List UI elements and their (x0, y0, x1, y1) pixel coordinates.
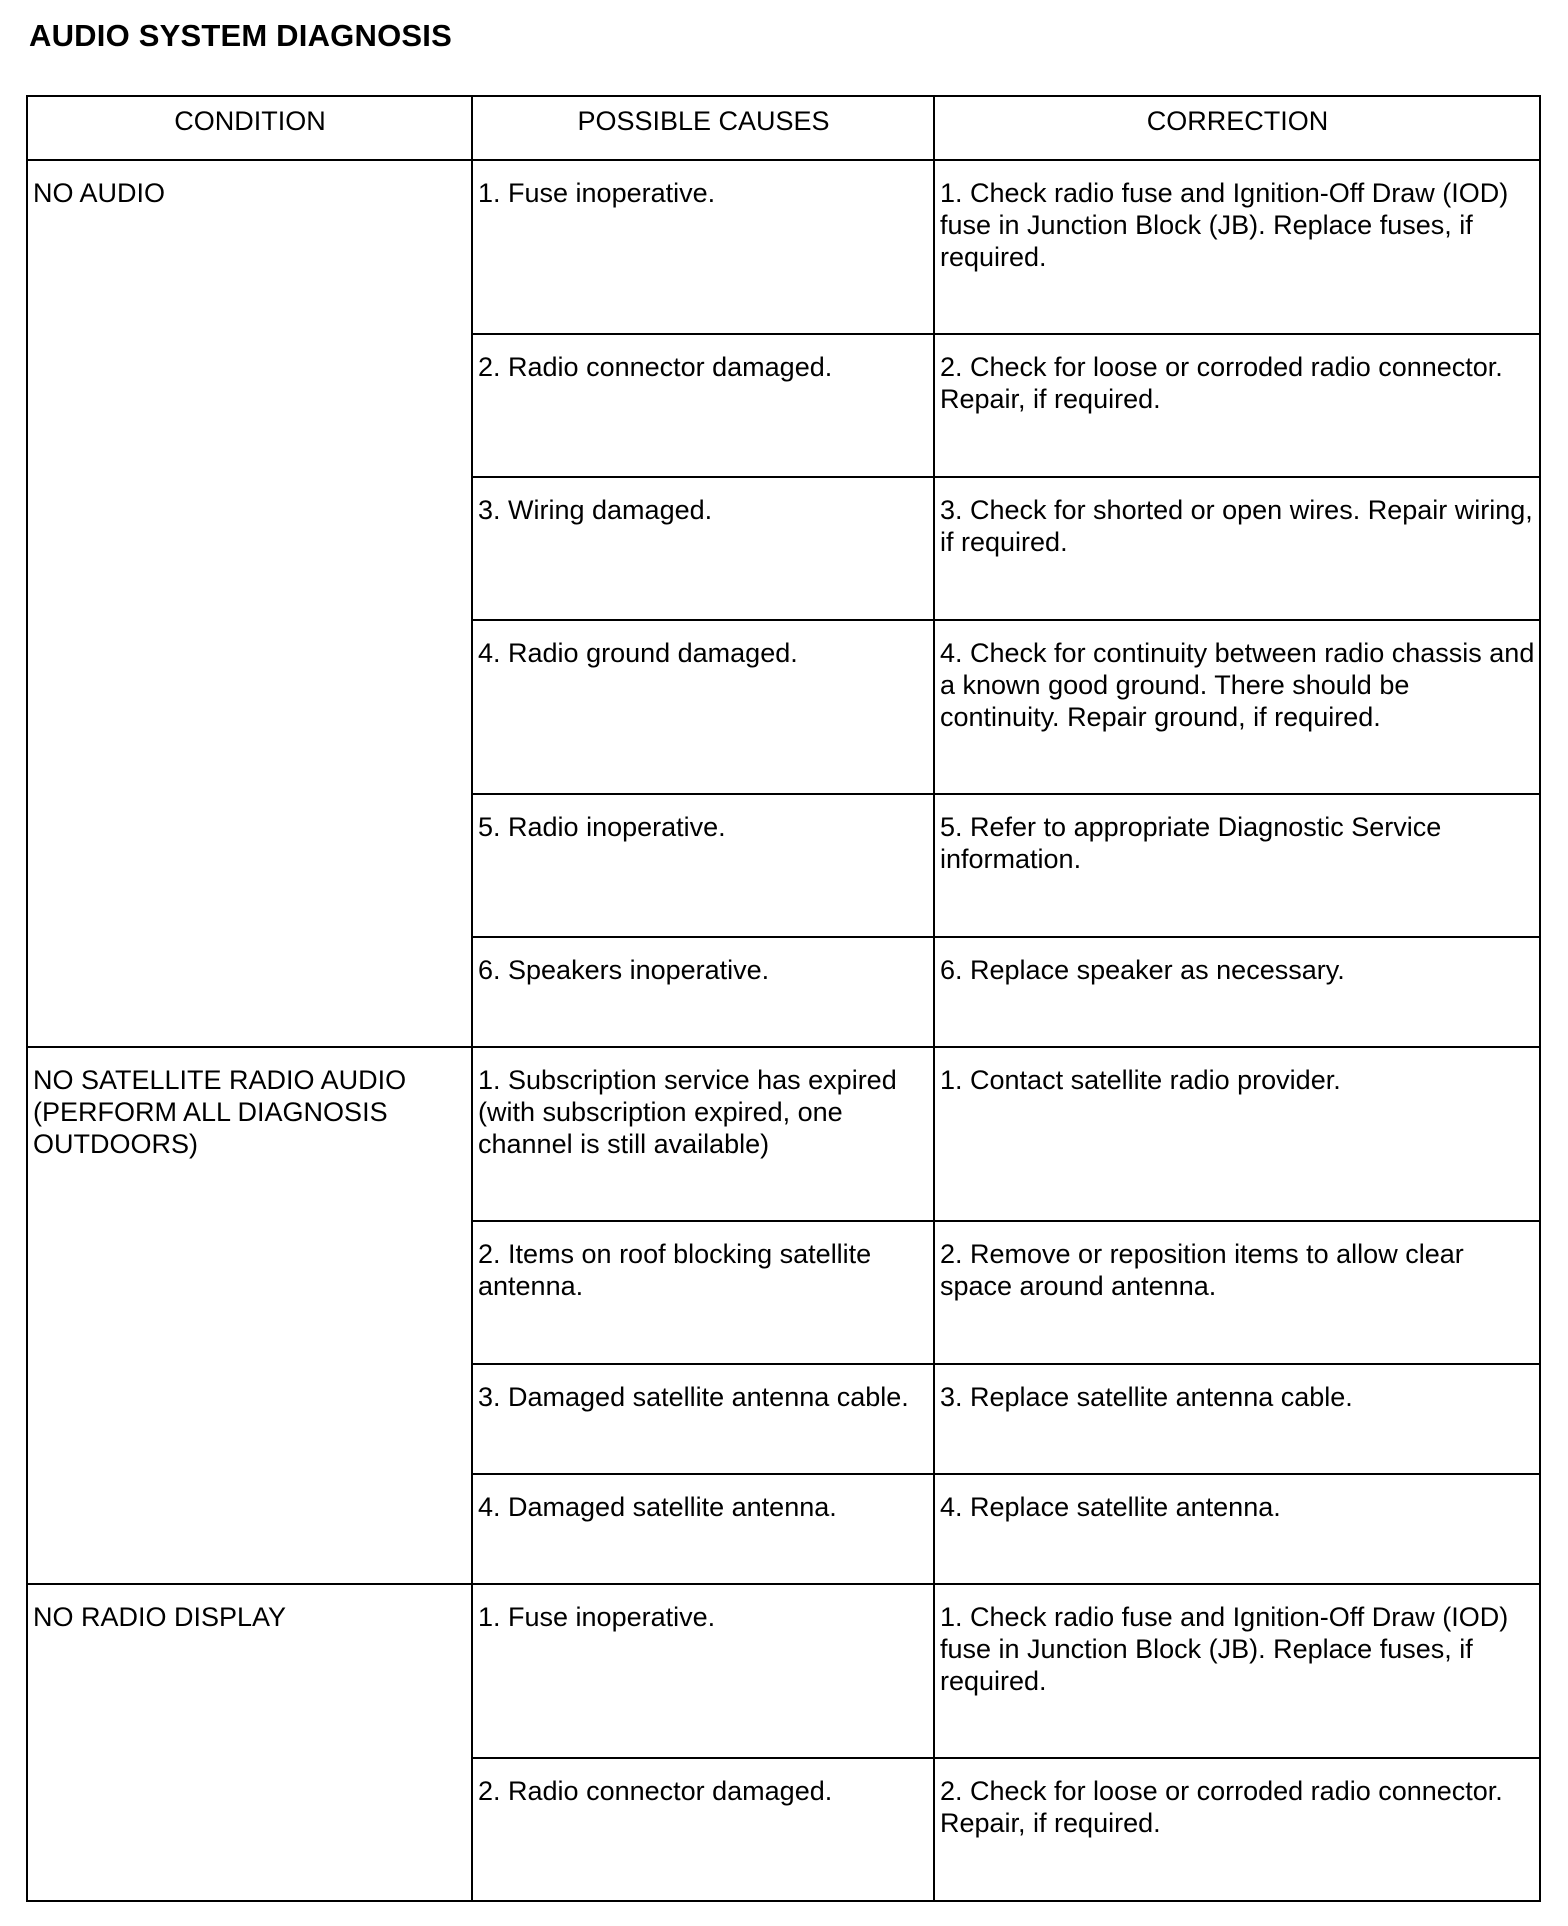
cause-cell: 2. Radio connector damaged. (472, 334, 934, 477)
cause-cell: 6. Speakers inoperative. (472, 937, 934, 1047)
table-row (27, 160, 1540, 334)
cause-cell: 1. Subscription service has expired (with subscription expired, one channel is still available) (472, 1047, 934, 1221)
cause-cell: 1. Fuse inoperative. (472, 1584, 934, 1758)
cause-cell: 4. Radio ground damaged. (472, 620, 934, 794)
correction-cell: 2. Check for loose or corroded radio connector. Repair, if required. (934, 1758, 1540, 1901)
table-row (27, 1047, 1540, 1221)
cause-cell: 4. Damaged satellite antenna. (472, 1474, 934, 1584)
correction-cell: 5. Refer to appropriate Diagnostic Service information. (934, 794, 1540, 937)
cause-cell: 2. Radio connector damaged. (472, 1758, 934, 1901)
header-row (27, 96, 1540, 160)
header-possible-causes: POSSIBLE CAUSES (472, 96, 934, 160)
diagnosis-table (26, 95, 1541, 1902)
correction-cell: 1. Contact satellite radio provider. (934, 1047, 1540, 1221)
cause-cell: 3. Damaged satellite antenna cable. (472, 1364, 934, 1474)
table-row (27, 1584, 1540, 1758)
header-correction: CORRECTION (934, 96, 1540, 160)
correction-cell: 2. Check for loose or corroded radio connector. Repair, if required. (934, 334, 1540, 477)
cause-cell: 3. Wiring damaged. (472, 477, 934, 620)
condition-cell: NO AUDIO (27, 160, 472, 1047)
cause-cell: 5. Radio inoperative. (472, 794, 934, 937)
correction-cell: 1. Check radio fuse and Ignition-Off Draw (IOD) fuse in Junction Block (JB). Replace fuses, if required. (934, 160, 1540, 334)
condition-cell: NO RADIO DISPLAY (27, 1584, 472, 1901)
correction-cell: 3. Replace satellite antenna cable. (934, 1364, 1540, 1474)
correction-cell: 1. Check radio fuse and Ignition-Off Draw (IOD) fuse in Junction Block (JB). Replace fuses, if required. (934, 1584, 1540, 1758)
page-title: AUDIO SYSTEM DIAGNOSIS (29, 18, 452, 53)
condition-cell: NO SATELLITE RADIO AUDIO (PERFORM ALL DIAGNOSIS OUTDOORS) (27, 1047, 472, 1584)
cause-cell: 2. Items on roof blocking satellite antenna. (472, 1221, 934, 1364)
header-condition: CONDITION (27, 96, 472, 160)
correction-cell: 3. Check for shorted or open wires. Repair wiring, if required. (934, 477, 1540, 620)
correction-cell: 2. Remove or reposition items to allow clear space around antenna. (934, 1221, 1540, 1364)
correction-cell: 6. Replace speaker as necessary. (934, 937, 1540, 1047)
correction-cell: 4. Check for continuity between radio chassis and a known good ground. There should be continuity. Repair ground, if required. (934, 620, 1540, 794)
correction-cell: 4. Replace satellite antenna. (934, 1474, 1540, 1584)
cause-cell: 1. Fuse inoperative. (472, 160, 934, 334)
